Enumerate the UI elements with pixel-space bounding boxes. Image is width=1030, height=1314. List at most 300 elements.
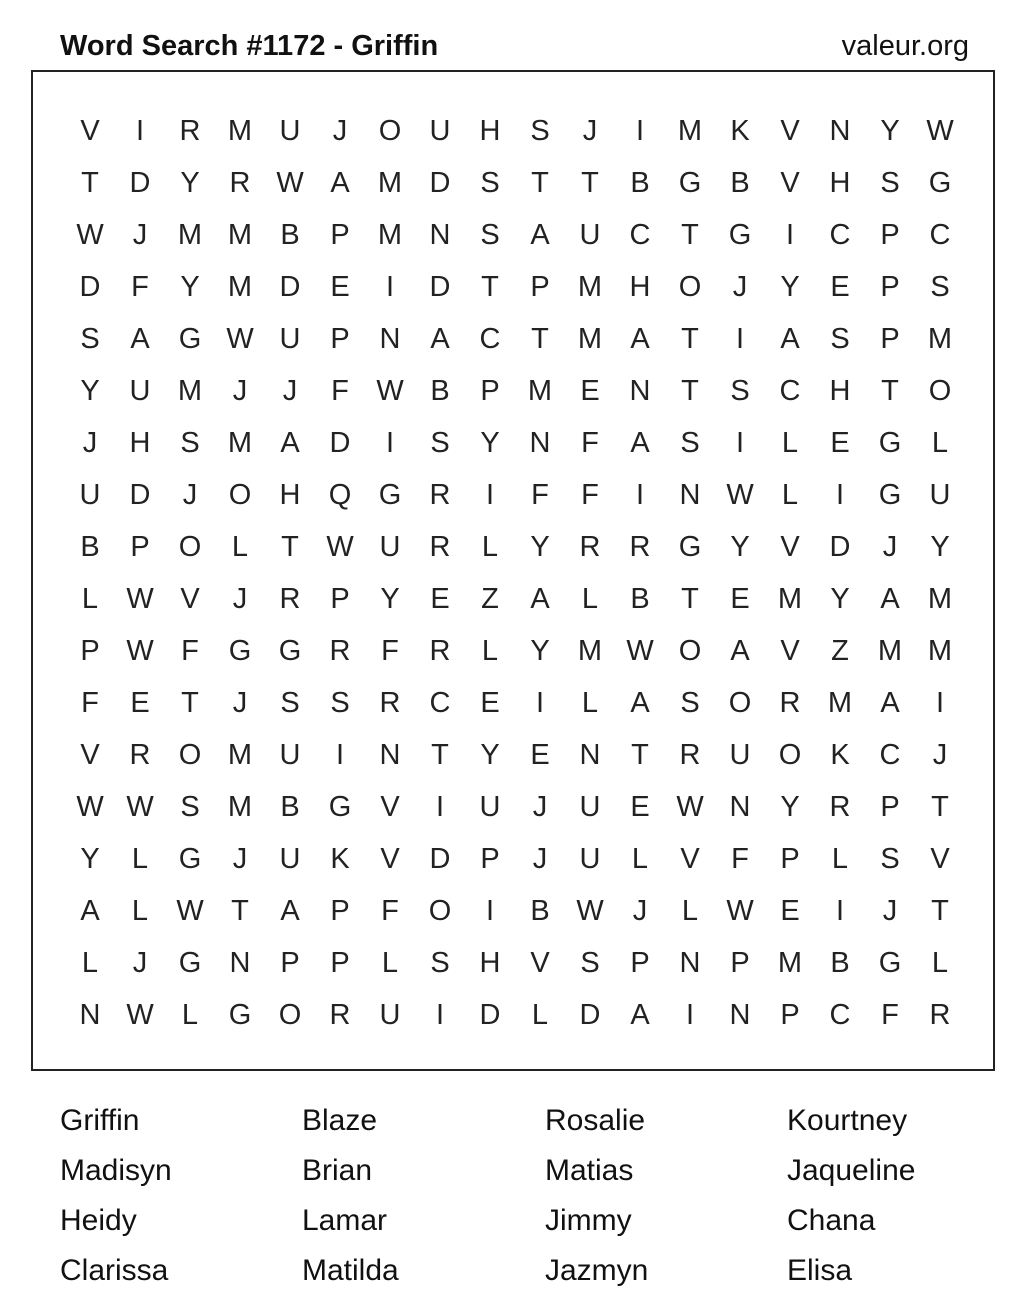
grid-cell[interactable]: A bbox=[630, 999, 650, 1031]
grid-cell[interactable]: P bbox=[480, 843, 500, 875]
grid-cell[interactable]: L bbox=[931, 947, 949, 979]
grid-cell[interactable]: J bbox=[882, 531, 898, 563]
grid-cell[interactable]: I bbox=[435, 999, 445, 1031]
grid-cell[interactable]: P bbox=[80, 635, 100, 667]
grid-cell[interactable]: U bbox=[429, 115, 451, 147]
grid-cell[interactable]: S bbox=[830, 323, 850, 355]
grid-cell[interactable]: A bbox=[630, 687, 650, 719]
grid-cell[interactable]: C bbox=[829, 219, 851, 251]
grid-cell[interactable]: A bbox=[880, 687, 900, 719]
grid-cell[interactable]: J bbox=[82, 427, 98, 459]
grid-cell[interactable]: I bbox=[135, 115, 145, 147]
grid-cell[interactable]: A bbox=[430, 323, 450, 355]
grid-cell[interactable]: S bbox=[430, 427, 450, 459]
grid-cell[interactable]: M bbox=[677, 115, 703, 147]
grid-cell[interactable]: G bbox=[178, 947, 202, 979]
grid-cell[interactable]: N bbox=[529, 427, 551, 459]
grid-cell[interactable]: S bbox=[480, 167, 500, 199]
grid-cell[interactable]: O bbox=[678, 635, 702, 667]
grid-cell[interactable]: O bbox=[278, 999, 302, 1031]
grid-cell[interactable]: L bbox=[781, 479, 799, 511]
grid-cell[interactable]: O bbox=[778, 739, 802, 771]
grid-cell[interactable]: B bbox=[730, 167, 750, 199]
grid-cell[interactable]: H bbox=[479, 115, 501, 147]
grid-cell[interactable]: W bbox=[576, 895, 604, 927]
grid-cell[interactable]: T bbox=[681, 219, 699, 251]
grid-cell[interactable]: W bbox=[376, 375, 404, 407]
grid-cell[interactable]: S bbox=[730, 375, 750, 407]
grid-cell[interactable]: P bbox=[630, 947, 650, 979]
grid-cell[interactable]: J bbox=[932, 739, 948, 771]
grid-cell[interactable]: L bbox=[831, 843, 849, 875]
grid-cell[interactable]: V bbox=[380, 843, 400, 875]
grid-cell[interactable]: F bbox=[881, 999, 899, 1031]
grid-cell[interactable]: U bbox=[579, 843, 601, 875]
grid-cell[interactable]: R bbox=[279, 583, 301, 615]
grid-cell[interactable]: J bbox=[532, 843, 548, 875]
grid-cell[interactable]: E bbox=[130, 687, 150, 719]
grid-cell[interactable]: Y bbox=[780, 271, 800, 303]
grid-cell[interactable]: N bbox=[379, 739, 401, 771]
grid-cell[interactable]: W bbox=[626, 635, 654, 667]
grid-cell[interactable]: E bbox=[580, 375, 600, 407]
grid-cell[interactable]: L bbox=[931, 427, 949, 459]
grid-cell[interactable]: R bbox=[929, 999, 951, 1031]
grid-cell[interactable]: J bbox=[282, 375, 298, 407]
grid-cell[interactable]: T bbox=[181, 687, 199, 719]
grid-cell[interactable]: S bbox=[880, 843, 900, 875]
grid-cell[interactable]: M bbox=[227, 271, 253, 303]
grid-cell[interactable]: S bbox=[80, 323, 100, 355]
grid-cell[interactable]: G bbox=[678, 531, 702, 563]
grid-cell[interactable]: A bbox=[630, 427, 650, 459]
grid-cell[interactable]: M bbox=[927, 323, 953, 355]
grid-cell[interactable]: E bbox=[830, 427, 850, 459]
grid-cell[interactable]: T bbox=[531, 167, 549, 199]
grid-cell[interactable]: C bbox=[879, 739, 901, 771]
grid-cell[interactable]: I bbox=[735, 323, 745, 355]
grid-cell[interactable]: U bbox=[929, 479, 951, 511]
grid-cell[interactable]: O bbox=[678, 271, 702, 303]
grid-cell[interactable]: T bbox=[231, 895, 249, 927]
grid-cell[interactable]: I bbox=[485, 895, 495, 927]
grid-cell[interactable]: P bbox=[880, 791, 900, 823]
grid-cell[interactable]: U bbox=[79, 479, 101, 511]
grid-cell[interactable]: B bbox=[830, 947, 850, 979]
grid-cell[interactable]: P bbox=[330, 895, 350, 927]
grid-cell[interactable]: A bbox=[530, 583, 550, 615]
grid-cell[interactable]: P bbox=[130, 531, 150, 563]
grid-cell[interactable]: Y bbox=[380, 583, 400, 615]
grid-cell[interactable]: B bbox=[530, 895, 550, 927]
grid-cell[interactable]: A bbox=[730, 635, 750, 667]
grid-cell[interactable]: D bbox=[279, 271, 301, 303]
grid-cell[interactable]: D bbox=[129, 167, 151, 199]
grid-cell[interactable]: L bbox=[581, 583, 599, 615]
grid-cell[interactable]: L bbox=[81, 947, 99, 979]
grid-cell[interactable]: H bbox=[129, 427, 151, 459]
grid-cell[interactable]: M bbox=[377, 167, 403, 199]
grid-cell[interactable]: G bbox=[378, 479, 402, 511]
grid-cell[interactable]: F bbox=[531, 479, 549, 511]
grid-cell[interactable]: J bbox=[232, 583, 248, 615]
grid-cell[interactable]: Z bbox=[481, 583, 499, 615]
grid-cell[interactable]: L bbox=[631, 843, 649, 875]
grid-cell[interactable]: P bbox=[880, 219, 900, 251]
grid-cell[interactable]: J bbox=[182, 479, 198, 511]
grid-cell[interactable]: J bbox=[632, 895, 648, 927]
grid-cell[interactable]: V bbox=[530, 947, 550, 979]
grid-cell[interactable]: J bbox=[232, 687, 248, 719]
grid-cell[interactable]: R bbox=[779, 687, 801, 719]
grid-cell[interactable]: I bbox=[385, 427, 395, 459]
grid-cell[interactable]: R bbox=[429, 531, 451, 563]
grid-cell[interactable]: I bbox=[835, 895, 845, 927]
grid-cell[interactable]: C bbox=[479, 323, 501, 355]
grid-cell[interactable]: P bbox=[330, 583, 350, 615]
grid-cell[interactable]: M bbox=[877, 635, 903, 667]
grid-cell[interactable]: L bbox=[131, 895, 149, 927]
grid-cell[interactable]: W bbox=[126, 999, 154, 1031]
grid-cell[interactable]: M bbox=[377, 219, 403, 251]
grid-cell[interactable]: J bbox=[232, 375, 248, 407]
grid-cell[interactable]: B bbox=[430, 375, 450, 407]
grid-cell[interactable]: S bbox=[930, 271, 950, 303]
grid-cell[interactable]: D bbox=[579, 999, 601, 1031]
grid-cell[interactable]: T bbox=[881, 375, 899, 407]
grid-cell[interactable]: N bbox=[229, 947, 251, 979]
grid-cell[interactable]: A bbox=[280, 895, 300, 927]
grid-cell[interactable]: P bbox=[530, 271, 550, 303]
grid-cell[interactable]: G bbox=[228, 999, 252, 1031]
grid-cell[interactable]: O bbox=[928, 375, 952, 407]
grid-cell[interactable]: D bbox=[429, 843, 451, 875]
grid-cell[interactable]: F bbox=[581, 479, 599, 511]
grid-cell[interactable]: L bbox=[131, 843, 149, 875]
grid-cell[interactable]: L bbox=[481, 635, 499, 667]
grid-cell[interactable]: T bbox=[281, 531, 299, 563]
grid-cell[interactable]: V bbox=[380, 791, 400, 823]
grid-cell[interactable]: A bbox=[880, 583, 900, 615]
grid-cell[interactable]: S bbox=[280, 687, 300, 719]
grid-cell[interactable]: D bbox=[129, 479, 151, 511]
grid-cell[interactable]: I bbox=[435, 791, 445, 823]
grid-cell[interactable]: U bbox=[729, 739, 751, 771]
grid-cell[interactable]: F bbox=[181, 635, 199, 667]
grid-cell[interactable]: J bbox=[882, 895, 898, 927]
grid-cell[interactable]: H bbox=[829, 375, 851, 407]
grid-cell[interactable]: P bbox=[780, 999, 800, 1031]
grid-cell[interactable]: S bbox=[680, 427, 700, 459]
grid-cell[interactable]: K bbox=[330, 843, 350, 875]
grid-cell[interactable]: P bbox=[280, 947, 300, 979]
grid-cell[interactable]: C bbox=[429, 687, 451, 719]
grid-cell[interactable]: C bbox=[829, 999, 851, 1031]
grid-cell[interactable]: U bbox=[579, 219, 601, 251]
grid-cell[interactable]: R bbox=[429, 479, 451, 511]
grid-cell[interactable]: M bbox=[227, 115, 253, 147]
grid-cell[interactable]: R bbox=[329, 635, 351, 667]
grid-cell[interactable]: O bbox=[428, 895, 452, 927]
grid-cell[interactable]: L bbox=[581, 687, 599, 719]
grid-cell[interactable]: E bbox=[830, 271, 850, 303]
grid-cell[interactable]: T bbox=[481, 271, 499, 303]
grid-cell[interactable]: O bbox=[178, 531, 202, 563]
grid-cell[interactable]: F bbox=[381, 635, 399, 667]
grid-cell[interactable]: M bbox=[827, 687, 853, 719]
grid-cell[interactable]: G bbox=[878, 479, 902, 511]
grid-cell[interactable]: U bbox=[479, 791, 501, 823]
grid-cell[interactable]: Y bbox=[80, 843, 100, 875]
grid-cell[interactable]: T bbox=[431, 739, 449, 771]
grid-cell[interactable]: Y bbox=[80, 375, 100, 407]
grid-cell[interactable]: J bbox=[582, 115, 598, 147]
grid-cell[interactable]: M bbox=[227, 791, 253, 823]
grid-cell[interactable]: H bbox=[279, 479, 301, 511]
grid-cell[interactable]: M bbox=[177, 375, 203, 407]
grid-cell[interactable]: N bbox=[679, 947, 701, 979]
grid-cell[interactable]: H bbox=[829, 167, 851, 199]
grid-cell[interactable]: T bbox=[681, 323, 699, 355]
grid-cell[interactable]: I bbox=[785, 219, 795, 251]
grid-cell[interactable]: L bbox=[231, 531, 249, 563]
grid-cell[interactable]: A bbox=[80, 895, 100, 927]
grid-cell[interactable]: C bbox=[779, 375, 801, 407]
grid-cell[interactable]: J bbox=[532, 791, 548, 823]
grid-cell[interactable]: D bbox=[829, 531, 851, 563]
grid-cell[interactable]: T bbox=[81, 167, 99, 199]
grid-cell[interactable]: M bbox=[777, 947, 803, 979]
grid-cell[interactable]: Y bbox=[480, 739, 500, 771]
grid-cell[interactable]: Y bbox=[180, 167, 200, 199]
grid-cell[interactable]: W bbox=[326, 531, 354, 563]
grid-cell[interactable]: W bbox=[176, 895, 204, 927]
grid-cell[interactable]: W bbox=[76, 791, 104, 823]
grid-cell[interactable]: M bbox=[927, 635, 953, 667]
grid-cell[interactable]: A bbox=[530, 219, 550, 251]
grid-cell[interactable]: G bbox=[278, 635, 302, 667]
grid-cell[interactable]: R bbox=[379, 687, 401, 719]
grid-cell[interactable]: B bbox=[630, 583, 650, 615]
grid-cell[interactable]: L bbox=[781, 427, 799, 459]
grid-cell[interactable]: S bbox=[180, 791, 200, 823]
grid-cell[interactable]: J bbox=[732, 271, 748, 303]
grid-cell[interactable]: G bbox=[878, 947, 902, 979]
grid-cell[interactable]: R bbox=[329, 999, 351, 1031]
grid-cell[interactable]: H bbox=[629, 271, 651, 303]
grid-cell[interactable]: E bbox=[430, 583, 450, 615]
grid-cell[interactable]: C bbox=[929, 219, 951, 251]
grid-cell[interactable]: D bbox=[429, 167, 451, 199]
grid-cell[interactable]: T bbox=[531, 323, 549, 355]
grid-cell[interactable]: M bbox=[227, 427, 253, 459]
grid-cell[interactable]: S bbox=[580, 947, 600, 979]
grid-cell[interactable]: A bbox=[130, 323, 150, 355]
grid-cell[interactable]: W bbox=[76, 219, 104, 251]
grid-cell[interactable]: U bbox=[279, 739, 301, 771]
grid-cell[interactable]: R bbox=[629, 531, 651, 563]
grid-cell[interactable]: G bbox=[178, 843, 202, 875]
grid-cell[interactable]: P bbox=[330, 219, 350, 251]
grid-cell[interactable]: L bbox=[681, 895, 699, 927]
grid-cell[interactable]: P bbox=[330, 323, 350, 355]
grid-cell[interactable]: I bbox=[935, 687, 945, 719]
grid-cell[interactable]: P bbox=[730, 947, 750, 979]
grid-cell[interactable]: M bbox=[577, 635, 603, 667]
grid-cell[interactable]: M bbox=[177, 219, 203, 251]
grid-cell[interactable]: O bbox=[228, 479, 252, 511]
grid-cell[interactable]: T bbox=[931, 895, 949, 927]
grid-cell[interactable]: W bbox=[726, 895, 754, 927]
grid-cell[interactable]: N bbox=[829, 115, 851, 147]
grid-cell[interactable]: N bbox=[729, 791, 751, 823]
grid-cell[interactable]: Y bbox=[180, 271, 200, 303]
grid-cell[interactable]: I bbox=[635, 115, 645, 147]
grid-cell[interactable]: G bbox=[328, 791, 352, 823]
grid-cell[interactable]: D bbox=[329, 427, 351, 459]
grid-cell[interactable]: M bbox=[527, 375, 553, 407]
grid-cell[interactable]: Y bbox=[880, 115, 900, 147]
grid-cell[interactable]: Y bbox=[480, 427, 500, 459]
grid-cell[interactable]: Y bbox=[830, 583, 850, 615]
grid-cell[interactable]: G bbox=[228, 635, 252, 667]
grid-cell[interactable]: S bbox=[180, 427, 200, 459]
grid-cell[interactable]: D bbox=[79, 271, 101, 303]
grid-cell[interactable]: G bbox=[928, 167, 952, 199]
grid-cell[interactable]: Y bbox=[730, 531, 750, 563]
grid-cell[interactable]: Y bbox=[530, 635, 550, 667]
grid-cell[interactable]: S bbox=[880, 167, 900, 199]
grid-cell[interactable]: O bbox=[378, 115, 402, 147]
grid-cell[interactable]: F bbox=[731, 843, 749, 875]
grid-cell[interactable]: Y bbox=[780, 791, 800, 823]
grid-cell[interactable]: B bbox=[630, 167, 650, 199]
grid-cell[interactable]: Z bbox=[831, 635, 849, 667]
grid-cell[interactable]: E bbox=[480, 687, 500, 719]
grid-cell[interactable]: S bbox=[480, 219, 500, 251]
grid-cell[interactable]: S bbox=[530, 115, 550, 147]
grid-cell[interactable]: G bbox=[178, 323, 202, 355]
grid-cell[interactable]: V bbox=[680, 843, 700, 875]
grid-cell[interactable]: L bbox=[81, 583, 99, 615]
grid-cell[interactable]: F bbox=[81, 687, 99, 719]
grid-cell[interactable]: W bbox=[926, 115, 954, 147]
grid-cell[interactable]: V bbox=[80, 115, 100, 147]
grid-cell[interactable]: T bbox=[681, 583, 699, 615]
grid-cell[interactable]: E bbox=[730, 583, 750, 615]
grid-cell[interactable]: W bbox=[276, 167, 304, 199]
grid-cell[interactable]: B bbox=[80, 531, 100, 563]
grid-cell[interactable]: K bbox=[830, 739, 850, 771]
grid-cell[interactable]: N bbox=[629, 375, 651, 407]
grid-cell[interactable]: W bbox=[126, 791, 154, 823]
grid-cell[interactable]: A bbox=[630, 323, 650, 355]
grid-cell[interactable]: M bbox=[227, 739, 253, 771]
grid-cell[interactable]: I bbox=[735, 427, 745, 459]
grid-cell[interactable]: F bbox=[131, 271, 149, 303]
grid-cell[interactable]: M bbox=[227, 219, 253, 251]
grid-cell[interactable]: P bbox=[880, 323, 900, 355]
grid-cell[interactable]: T bbox=[681, 375, 699, 407]
grid-cell[interactable]: R bbox=[679, 739, 701, 771]
grid-cell[interactable]: I bbox=[535, 687, 545, 719]
grid-cell[interactable]: I bbox=[835, 479, 845, 511]
grid-cell[interactable]: I bbox=[335, 739, 345, 771]
grid-cell[interactable]: R bbox=[129, 739, 151, 771]
grid-cell[interactable]: F bbox=[581, 427, 599, 459]
grid-cell[interactable]: W bbox=[226, 323, 254, 355]
grid-cell[interactable]: H bbox=[479, 947, 501, 979]
grid-cell[interactable]: U bbox=[129, 375, 151, 407]
grid-cell[interactable]: O bbox=[178, 739, 202, 771]
grid-cell[interactable]: L bbox=[181, 999, 199, 1031]
grid-cell[interactable]: T bbox=[931, 791, 949, 823]
grid-cell[interactable]: R bbox=[829, 791, 851, 823]
grid-cell[interactable]: U bbox=[279, 843, 301, 875]
grid-cell[interactable]: A bbox=[280, 427, 300, 459]
grid-cell[interactable]: T bbox=[581, 167, 599, 199]
grid-cell[interactable]: R bbox=[229, 167, 251, 199]
grid-cell[interactable]: C bbox=[629, 219, 651, 251]
grid-cell[interactable]: E bbox=[630, 791, 650, 823]
grid-cell[interactable]: T bbox=[631, 739, 649, 771]
grid-cell[interactable]: P bbox=[480, 375, 500, 407]
grid-cell[interactable]: P bbox=[880, 271, 900, 303]
grid-cell[interactable]: V bbox=[780, 167, 800, 199]
grid-cell[interactable]: J bbox=[132, 219, 148, 251]
grid-cell[interactable]: V bbox=[930, 843, 950, 875]
grid-cell[interactable]: U bbox=[579, 791, 601, 823]
grid-cell[interactable]: D bbox=[429, 271, 451, 303]
grid-cell[interactable]: V bbox=[180, 583, 200, 615]
grid-cell[interactable]: D bbox=[479, 999, 501, 1031]
grid-cell[interactable]: M bbox=[577, 271, 603, 303]
grid-cell[interactable]: A bbox=[780, 323, 800, 355]
grid-cell[interactable]: I bbox=[685, 999, 695, 1031]
grid-cell[interactable]: E bbox=[780, 895, 800, 927]
grid-cell[interactable]: J bbox=[132, 947, 148, 979]
grid-cell[interactable]: P bbox=[780, 843, 800, 875]
grid-cell[interactable]: N bbox=[429, 219, 451, 251]
grid-cell[interactable]: A bbox=[330, 167, 350, 199]
grid-cell[interactable]: N bbox=[579, 739, 601, 771]
grid-cell[interactable]: S bbox=[680, 687, 700, 719]
grid-cell[interactable]: N bbox=[729, 999, 751, 1031]
grid-cell[interactable]: B bbox=[280, 219, 300, 251]
grid-cell[interactable]: R bbox=[429, 635, 451, 667]
grid-cell[interactable]: R bbox=[179, 115, 201, 147]
grid-cell[interactable]: M bbox=[777, 583, 803, 615]
grid-cell[interactable]: I bbox=[635, 479, 645, 511]
grid-cell[interactable]: G bbox=[728, 219, 752, 251]
grid-cell[interactable]: W bbox=[676, 791, 704, 823]
grid-cell[interactable]: W bbox=[126, 635, 154, 667]
grid-cell[interactable]: F bbox=[331, 375, 349, 407]
grid-cell[interactable]: I bbox=[485, 479, 495, 511]
grid-cell[interactable]: G bbox=[878, 427, 902, 459]
grid-cell[interactable]: Q bbox=[328, 479, 352, 511]
grid-cell[interactable]: W bbox=[126, 583, 154, 615]
grid-cell[interactable]: O bbox=[728, 687, 752, 719]
grid-cell[interactable]: M bbox=[577, 323, 603, 355]
grid-cell[interactable]: U bbox=[379, 999, 401, 1031]
grid-cell[interactable]: V bbox=[780, 115, 800, 147]
grid-cell[interactable]: P bbox=[330, 947, 350, 979]
grid-cell[interactable]: J bbox=[332, 115, 348, 147]
grid-cell[interactable]: N bbox=[679, 479, 701, 511]
grid-cell[interactable]: K bbox=[730, 115, 750, 147]
grid-cell[interactable]: L bbox=[481, 531, 499, 563]
